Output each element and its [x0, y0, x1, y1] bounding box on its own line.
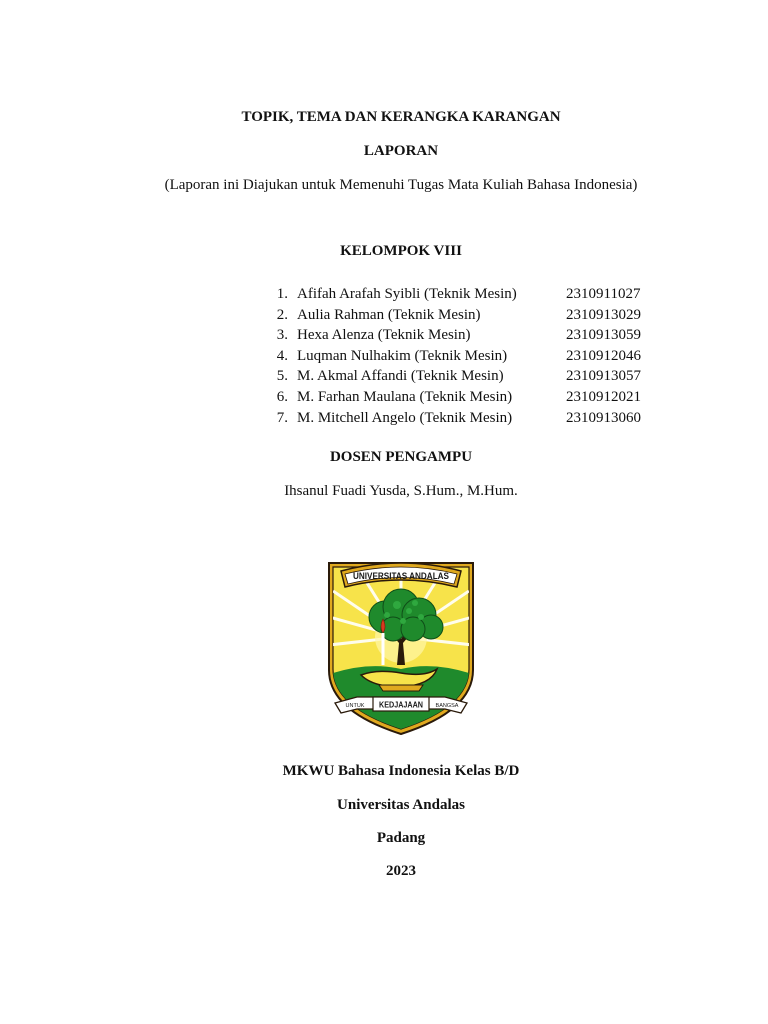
logo-ribbon-center: KEDJAJAAN — [379, 700, 424, 710]
member-number: 4. — [276, 347, 288, 364]
logo-banner-text: UNIVERSITAS ANDALAS — [353, 571, 449, 581]
member-number: 1. — [276, 286, 288, 302]
member-id: 2310913060 — [566, 409, 641, 426]
member-name: Hexa Alenza (Teknik Mesin) — [297, 327, 471, 344]
list-item — [262, 387, 662, 408]
member-number: 7. — [276, 409, 288, 426]
member-number: 6. — [276, 388, 288, 405]
report-topic-title: TOPIK, TEMA DAN KERANGKA KARANGAN — [241, 109, 561, 125]
member-name: M. Farhan Maulana (Teknik Mesin) — [297, 388, 513, 405]
course-name: MKWU Bahasa Indonesia Kelas B/D — [282, 763, 520, 779]
member-name: Luqman Nulhakim (Teknik Mesin) — [297, 347, 508, 364]
member-number: 5. — [276, 368, 288, 385]
member-name: Aulia Rahman (Teknik Mesin) — [297, 306, 481, 323]
member-id: 2310913029 — [566, 306, 641, 323]
member-number: 2. — [276, 306, 288, 323]
universitas-andalas-emblem-icon — [327, 557, 475, 735]
member-name: M. Akmal Affandi (Teknik Mesin) — [297, 368, 504, 385]
lecturer-name: Ihsanul Fuadi Yusda, S.Hum., M.Hum. — [284, 483, 518, 499]
list-item — [262, 284, 662, 305]
lecturer-heading: DOSEN PENGAMPU — [329, 449, 473, 465]
member-id: 2310912021 — [566, 388, 641, 405]
list-item — [262, 325, 662, 346]
member-id: 2310913059 — [566, 327, 641, 344]
report-purpose: (Laporan ini Diajukan untuk Memenuhi Tugas Mata Kuliah Bahasa Indonesia) — [164, 177, 638, 193]
logo-ribbon-left: UNTUK — [345, 703, 365, 709]
university-name: Universitas Andalas — [337, 797, 465, 813]
member-id: 2310911027 — [566, 286, 641, 302]
member-id: 2310913057 — [566, 368, 641, 385]
list-item — [262, 305, 662, 326]
group-heading: KELOMPOK VIII — [340, 243, 462, 259]
city-name: Padang — [376, 830, 426, 846]
year: 2023 — [386, 863, 416, 879]
member-list — [262, 284, 662, 428]
member-name: M. Mitchell Angelo (Teknik Mesin) — [297, 409, 513, 426]
member-number: 3. — [276, 327, 288, 344]
list-item — [262, 346, 662, 367]
member-id: 2310912046 — [566, 347, 641, 364]
logo-ribbon-right: BANGSA — [435, 703, 459, 709]
list-item — [262, 366, 662, 387]
list-item — [262, 408, 662, 429]
member-name: Afifah Arafah Syibli (Teknik Mesin) — [297, 286, 517, 302]
report-type: LAPORAN — [363, 143, 439, 159]
